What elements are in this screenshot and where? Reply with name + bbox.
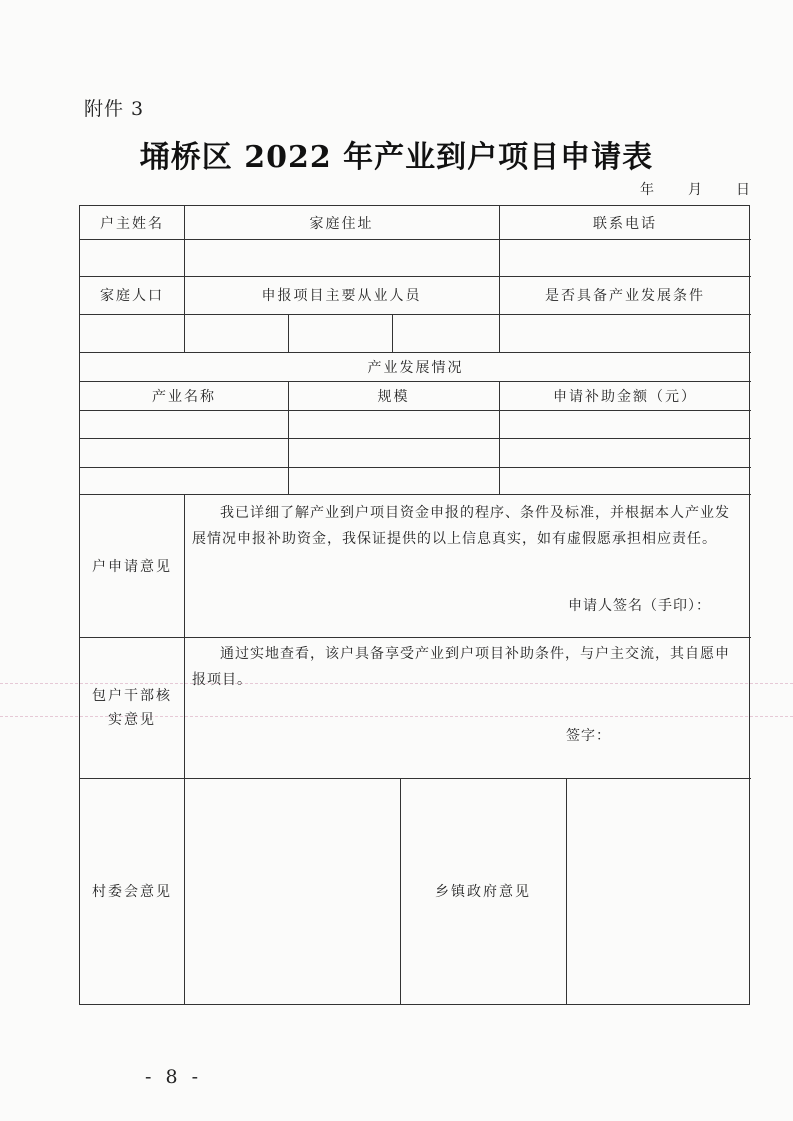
household-opinion-label: 户申请意见 — [92, 558, 172, 575]
township-opinion-label: 乡镇政府意见 — [435, 884, 531, 900]
industry-scale-header: 规模 — [377, 388, 410, 405]
col-divider — [184, 314, 185, 352]
application-table — [79, 205, 750, 1005]
industry-name-header: 产业名称 — [152, 388, 216, 405]
cadre-signature-label: 签字： — [566, 728, 611, 744]
date-fields — [640, 179, 750, 203]
row-divider — [80, 314, 751, 315]
applicant-signature-label: 申请人签名（手印）： — [568, 598, 711, 614]
industry-section-title: 产业发展情况 — [367, 359, 464, 376]
row-divider — [80, 438, 751, 439]
industry-subsidy-header: 申请补助金额（元） — [553, 388, 697, 405]
head-family-size-cell: 家庭人口 — [100, 288, 164, 304]
row-divider — [80, 637, 751, 638]
page-number: - 8 - — [145, 1066, 203, 1088]
col-divider — [392, 314, 393, 352]
col-divider — [184, 494, 185, 1004]
form-title: 埇桥区 2022 年产业到户项目申请表 — [139, 140, 654, 175]
row-divider — [80, 410, 751, 411]
head-phone-cell: 联系电话 — [593, 215, 657, 232]
row-divider — [80, 467, 751, 468]
col-divider — [288, 314, 289, 352]
village-opinion-label: 村委会意见 — [92, 884, 172, 900]
col-divider — [566, 778, 567, 1004]
head-workers-cell: 申报项目主要从业人员 — [261, 288, 422, 304]
row-divider — [80, 239, 751, 240]
cadre-opinion-label: 包户干部核实意见 — [92, 687, 172, 728]
date-year: 年 — [640, 182, 654, 198]
cadre-opinion-text: 通过实地查看，该户具备享受产业到户项目补助条件，与户主交流，其自愿申报项目。 — [192, 646, 730, 688]
head-name-cell: 户主姓名 — [100, 215, 164, 232]
attachment-label: 附件 3 — [84, 98, 145, 120]
date-month: 月 — [688, 182, 702, 198]
head-conditions-cell: 是否具备产业发展条件 — [545, 288, 705, 304]
household-opinion-text: 我已详细了解产业到户项目资金申报的程序、条件及标准，并根据本人产业发展情况申报补助资金，我保证提供的以上信息真实，如有虚假愿承担相应责任。 — [192, 505, 730, 547]
col-divider — [499, 314, 500, 352]
date-day: 日 — [736, 182, 750, 198]
head-address-cell: 家庭住址 — [309, 215, 374, 232]
